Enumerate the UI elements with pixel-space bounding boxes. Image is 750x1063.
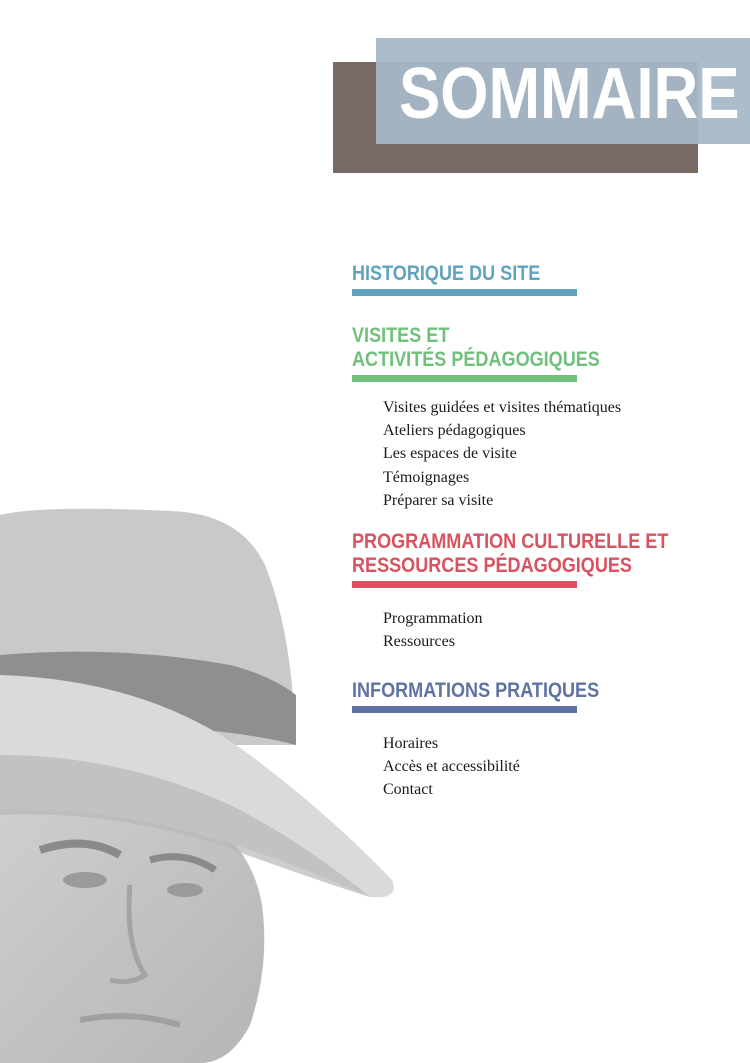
list-item[interactable]: Ressources: [383, 633, 455, 651]
heading-line: HISTORIQUE DU SITE: [352, 262, 541, 285]
list-item[interactable]: Ateliers pédagogiques: [383, 422, 526, 440]
heading-line: ACTIVITÉS PÉDAGOGIQUES: [352, 348, 600, 371]
title-block: [333, 38, 750, 174]
section-items: [352, 396, 742, 512]
section-underline: [352, 289, 577, 296]
section-underline: [352, 706, 577, 713]
heading-line: INFORMATIONS PRATIQUES: [352, 679, 600, 702]
section-heading[interactable]: [352, 679, 687, 703]
section-heading[interactable]: [352, 262, 687, 286]
section-underline: [352, 581, 577, 588]
heading-line: PROGRAMMATION CULTURELLE ET: [352, 530, 669, 553]
list-item[interactable]: Les espaces de visite: [383, 445, 517, 463]
list-item[interactable]: Témoignages: [383, 468, 470, 486]
heading-line: RESSOURCES PÉDAGOGIQUES: [352, 554, 632, 577]
section-items: [352, 732, 742, 802]
section-underline: [352, 375, 577, 382]
section-heading[interactable]: [352, 324, 687, 372]
page-title: SOMMAIRE: [399, 54, 740, 134]
section-items: [352, 607, 742, 653]
list-item[interactable]: Préparer sa visite: [383, 491, 494, 509]
list-item[interactable]: Programmation: [383, 610, 483, 627]
heading-line: VISITES ET: [352, 324, 450, 347]
list-item[interactable]: Accès et accessibilité: [383, 758, 520, 776]
list-item[interactable]: Horaires: [383, 735, 439, 752]
section-informations: [352, 679, 742, 802]
section-heading[interactable]: [352, 530, 687, 578]
section-visites: [352, 324, 742, 512]
section-programmation: [352, 530, 742, 653]
list-item[interactable]: Contact: [383, 781, 433, 799]
section-historique: [352, 262, 742, 296]
list-item[interactable]: Visites guidées et visites thématiques: [383, 399, 622, 416]
